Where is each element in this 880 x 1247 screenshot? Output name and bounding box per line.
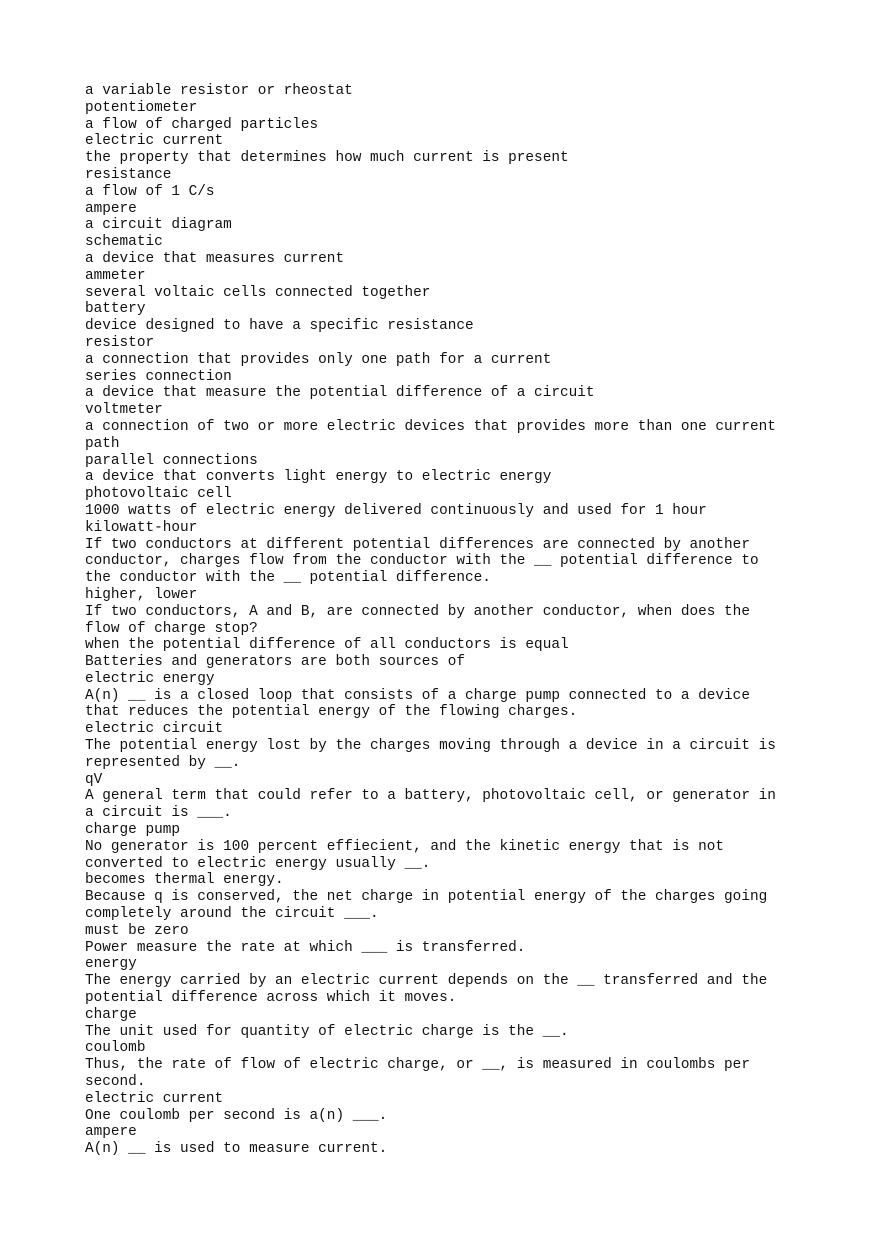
card-answer: resistor	[85, 334, 155, 351]
card	[85, 940, 805, 974]
card-question: Thus, the rate of flow of electric charge, or __, is measured in coulombs per second.	[85, 1057, 750, 1091]
card	[85, 1024, 805, 1058]
card-answer: energy	[85, 956, 137, 973]
card-answer: photovoltaic cell	[85, 486, 232, 503]
card	[85, 839, 805, 889]
card-question: Batteries and generators are both sources of	[85, 654, 465, 671]
card-answer: kilowatt-hour	[85, 519, 198, 536]
card	[85, 117, 805, 151]
card-question: a device that converts light energy to electric energy	[85, 469, 552, 486]
card-answer: higher, lower	[85, 586, 198, 603]
card-answer: series connection	[85, 368, 232, 385]
card-question: The energy carried by an electric current depends on the __ transferred and the potential difference across which it moves.	[85, 973, 768, 1007]
card-answer: electric current	[85, 133, 224, 150]
card	[85, 1141, 805, 1158]
card-answer: parallel connections	[85, 452, 258, 469]
card	[85, 788, 805, 838]
card	[85, 654, 805, 688]
card-answer: when the potential difference of all conductors is equal	[85, 637, 569, 654]
card-question: device designed to have a specific resistance	[85, 318, 474, 335]
card-answer: electric current	[85, 1090, 224, 1107]
card-question: Because q is conserved, the net charge in potential energy of the charges going completely around the circuit ___.	[85, 889, 768, 923]
card-question: a flow of 1 C/s	[85, 183, 215, 200]
card-answer: electric circuit	[85, 721, 224, 738]
card-answer: ammeter	[85, 267, 146, 284]
card	[85, 83, 805, 117]
card-answer: voltmeter	[85, 402, 163, 419]
card-question: No generator is 100 percent effiecient, and the kinetic energy that is not converted to electric energy usually __.	[85, 838, 725, 872]
card-answer: potentiometer	[85, 99, 198, 116]
card-answer: becomes thermal energy.	[85, 872, 284, 889]
card-answer: ampere	[85, 200, 137, 217]
card	[85, 738, 805, 788]
card	[85, 503, 805, 537]
card-question: the property that determines how much current is present	[85, 150, 569, 167]
card-question: a connection that provides only one path for a current	[85, 351, 552, 368]
card-answer: must be zero	[85, 922, 189, 939]
card-answer: electric energy	[85, 670, 215, 687]
card-answer: resistance	[85, 166, 172, 183]
card	[85, 973, 805, 1023]
card-answer: charge	[85, 1006, 137, 1023]
card-question: Power measure the rate at which ___ is transferred.	[85, 939, 526, 956]
card	[85, 537, 805, 604]
card	[85, 469, 805, 503]
card-question: If two conductors, A and B, are connected by another conductor, when does the flow of charge stop?	[85, 603, 750, 637]
card-question: A(n) __ is used to measure current.	[85, 1141, 388, 1158]
card-question: a flow of charged particles	[85, 116, 319, 133]
card-question: A(n) __ is a closed loop that consists of a charge pump connected to a device that reduces the potential energy of the flowing charges.	[85, 687, 750, 721]
card-question: 1000 watts of electric energy delivered continuously and used for 1 hour	[85, 502, 707, 519]
card	[85, 150, 805, 184]
card	[85, 217, 805, 251]
card	[85, 251, 805, 285]
card-question: several voltaic cells connected together	[85, 284, 431, 301]
card-answer: schematic	[85, 234, 163, 251]
card-question: a connection of two or more electric devices that provides more than one current path	[85, 418, 776, 452]
card-answer: charge pump	[85, 822, 180, 839]
card	[85, 1108, 805, 1142]
card-answer: coulomb	[85, 1040, 146, 1057]
card	[85, 604, 805, 654]
card-answer: battery	[85, 301, 146, 318]
card	[85, 352, 805, 386]
card-question: If two conductors at different potential differences are connected by another conductor, charges flow from the conductor with the __ potential difference to the conductor with the __ potential difference.	[85, 536, 759, 587]
card	[85, 318, 805, 352]
card-question: The unit used for quantity of electric charge is the __.	[85, 1023, 569, 1040]
card-question: A general term that could refer to a battery, photovoltaic cell, or generator in a circuit is ___.	[85, 788, 776, 822]
card	[85, 419, 805, 469]
card	[85, 889, 805, 939]
card-question: The potential energy lost by the charges moving through a device in a circuit is represented by __.	[85, 738, 776, 771]
card-answer: ampere	[85, 1124, 137, 1141]
card	[85, 688, 805, 738]
card	[85, 285, 805, 319]
card	[85, 385, 805, 419]
card-question: a variable resistor or rheostat	[85, 83, 353, 99]
card-question: a device that measures current	[85, 250, 345, 267]
card	[85, 1057, 805, 1107]
card-question: a circuit diagram	[85, 217, 232, 234]
card	[85, 184, 805, 218]
card-answer: qV	[85, 771, 103, 788]
flashcard-text-page	[85, 83, 805, 1158]
card-question: One coulomb per second is a(n) ___.	[85, 1107, 388, 1124]
card-question: a device that measure the potential difference of a circuit	[85, 385, 595, 402]
